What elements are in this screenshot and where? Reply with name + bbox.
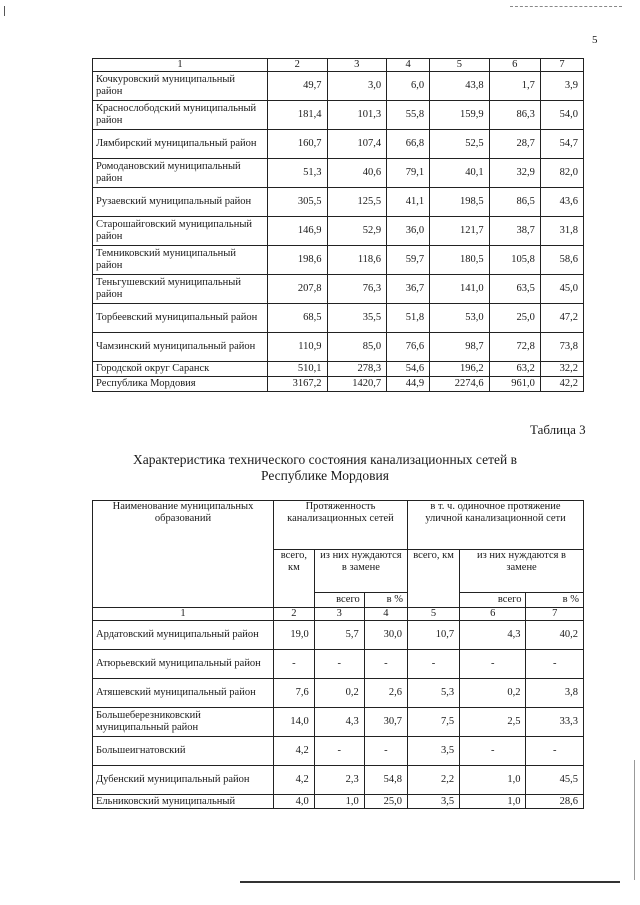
district-name: Кочкуровский муниципальный район — [93, 72, 268, 101]
cell-value: 59,7 — [387, 246, 430, 275]
district-name: Атяшевский муниципальный район — [93, 679, 274, 708]
table-row — [93, 72, 584, 101]
district-name: Республика Мордовия — [93, 377, 268, 392]
column-index: 4 — [364, 608, 407, 621]
header-total-km: всего, км — [274, 550, 315, 608]
scan-artifact-right — [634, 760, 635, 880]
cell-value: - — [526, 737, 584, 766]
cell-value: 86,5 — [489, 188, 540, 217]
cell-value: 1,7 — [489, 72, 540, 101]
cell-value: - — [314, 650, 364, 679]
cell-value: 44,9 — [387, 377, 430, 392]
cell-value: 98,7 — [430, 333, 490, 362]
cell-value: 7,6 — [274, 679, 315, 708]
table-row — [93, 377, 584, 392]
cell-value: 58,6 — [540, 246, 583, 275]
cell-value: 43,8 — [430, 72, 490, 101]
scan-artifact-bottom — [240, 881, 620, 883]
column-index: 3 — [314, 608, 364, 621]
cell-value: 4,0 — [274, 795, 315, 809]
cell-value: 198,6 — [268, 246, 328, 275]
column-index: 4 — [387, 59, 430, 72]
cell-value: 207,8 — [268, 275, 328, 304]
table-caption: Таблица 3 — [530, 422, 586, 437]
cell-value: 42,2 — [540, 377, 583, 392]
cell-value: 2,5 — [460, 708, 526, 737]
district-name: Чамзинский муниципальный район — [93, 333, 268, 362]
column-index-row — [93, 59, 584, 72]
table-row — [93, 708, 584, 737]
column-index: 6 — [460, 608, 526, 621]
district-name: Старошайговский муниципальный район — [93, 217, 268, 246]
cell-value: 1420,7 — [327, 377, 387, 392]
cell-value: 4,2 — [274, 766, 315, 795]
cell-value: 180,5 — [430, 246, 490, 275]
cell-value: 79,1 — [387, 159, 430, 188]
table-row — [93, 333, 584, 362]
cell-value: 141,0 — [430, 275, 490, 304]
scan-edge-mark — [4, 6, 5, 16]
cell-value: 14,0 — [274, 708, 315, 737]
cell-value: 30,0 — [364, 621, 407, 650]
table-row — [93, 737, 584, 766]
table-row — [93, 275, 584, 304]
table-row — [93, 246, 584, 275]
table-row — [93, 101, 584, 130]
cell-value: 118,6 — [327, 246, 387, 275]
column-index: 5 — [430, 59, 490, 72]
district-name: Большеигнатовский — [93, 737, 274, 766]
cell-value: 63,2 — [489, 362, 540, 377]
table-row — [93, 362, 584, 377]
cell-value: 196,2 — [430, 362, 490, 377]
column-index: 6 — [489, 59, 540, 72]
sewer-network-table — [92, 500, 584, 809]
table-row — [93, 130, 584, 159]
cell-value: 40,1 — [430, 159, 490, 188]
cell-value: 54,0 — [540, 101, 583, 130]
cell-value: 101,3 — [327, 101, 387, 130]
table-row — [93, 159, 584, 188]
cell-value: 25,0 — [489, 304, 540, 333]
cell-value: 25,0 — [364, 795, 407, 809]
table-row — [93, 650, 584, 679]
cell-value: 32,2 — [540, 362, 583, 377]
district-name: Ардатовский муниципальный район — [93, 621, 274, 650]
cell-value: 105,8 — [489, 246, 540, 275]
cell-value: 43,6 — [540, 188, 583, 217]
table-row — [93, 621, 584, 650]
table-row — [93, 188, 584, 217]
district-name: Теньгушевский муниципальный район — [93, 275, 268, 304]
cell-value: 36,7 — [387, 275, 430, 304]
column-index: 2 — [274, 608, 315, 621]
district-name: Ельниковский муниципальный — [93, 795, 274, 809]
scan-artifact-top — [510, 6, 622, 8]
cell-value: 3,9 — [540, 72, 583, 101]
column-index: 7 — [540, 59, 583, 72]
cell-value: - — [364, 737, 407, 766]
cell-value: 33,3 — [526, 708, 584, 737]
district-name: Темниковский муниципальный район — [93, 246, 268, 275]
cell-value: 72,8 — [489, 333, 540, 362]
cell-value: 66,8 — [387, 130, 430, 159]
cell-value: 510,1 — [268, 362, 328, 377]
column-index: 2 — [268, 59, 328, 72]
district-name: Краснослободский муниципальный район — [93, 101, 268, 130]
table-row — [93, 304, 584, 333]
cell-value: 961,0 — [489, 377, 540, 392]
cell-value: 36,0 — [387, 217, 430, 246]
cell-value: 198,5 — [430, 188, 490, 217]
cell-value: 85,0 — [327, 333, 387, 362]
header-percent-2: в % — [526, 593, 584, 608]
header-need-replacement-2: из них нуждаются в замене — [460, 550, 584, 593]
cell-value: 125,5 — [327, 188, 387, 217]
table-row — [93, 217, 584, 246]
cell-value: 160,7 — [268, 130, 328, 159]
table-row — [93, 795, 584, 809]
cell-value: - — [407, 650, 459, 679]
cell-value: 28,6 — [526, 795, 584, 809]
cell-value: 41,1 — [387, 188, 430, 217]
column-index: 5 — [407, 608, 459, 621]
cell-value: 35,5 — [327, 304, 387, 333]
cell-value: 54,6 — [387, 362, 430, 377]
cell-value: 2,2 — [407, 766, 459, 795]
cell-value: 49,7 — [268, 72, 328, 101]
cell-value: 107,4 — [327, 130, 387, 159]
cell-value: 68,5 — [268, 304, 328, 333]
table-heading: Характеристика технического состояния канализационных сетей в Республике Мордовия — [133, 452, 517, 483]
cell-value: 19,0 — [274, 621, 315, 650]
cell-value: 181,4 — [268, 101, 328, 130]
column-index: 7 — [526, 608, 584, 621]
cell-value: 10,7 — [407, 621, 459, 650]
cell-value: 2274,6 — [430, 377, 490, 392]
cell-value: 5,3 — [407, 679, 459, 708]
cell-value: - — [364, 650, 407, 679]
cell-value: 38,7 — [489, 217, 540, 246]
header-total-km-2: всего, км — [407, 550, 459, 608]
district-name: Лямбирский муниципальный район — [93, 130, 268, 159]
cell-value: 54,8 — [364, 766, 407, 795]
cell-value: 32,9 — [489, 159, 540, 188]
cell-value: 76,3 — [327, 275, 387, 304]
cell-value: 4,3 — [314, 708, 364, 737]
cell-value: - — [314, 737, 364, 766]
column-index: 1 — [93, 59, 268, 72]
cell-value: - — [526, 650, 584, 679]
cell-value: 2,6 — [364, 679, 407, 708]
cell-value: 51,8 — [387, 304, 430, 333]
district-name: Городской округ Саранск — [93, 362, 268, 377]
cell-value: 3,5 — [407, 737, 459, 766]
district-name: Большеберезниковский муниципальный район — [93, 708, 274, 737]
cell-value: 86,3 — [489, 101, 540, 130]
cell-value: 53,0 — [430, 304, 490, 333]
cell-value: 63,5 — [489, 275, 540, 304]
cell-value: 3167,2 — [268, 377, 328, 392]
cell-value: 6,0 — [387, 72, 430, 101]
cell-value: 5,7 — [314, 621, 364, 650]
cell-value: 82,0 — [540, 159, 583, 188]
cell-value: 54,7 — [540, 130, 583, 159]
cell-value: 52,9 — [327, 217, 387, 246]
cell-value: 159,9 — [430, 101, 490, 130]
cell-value: 73,8 — [540, 333, 583, 362]
header-percent: в % — [364, 593, 407, 608]
header-municipality: Наименование муниципальных образований — [93, 501, 274, 608]
header-all-2: всего — [460, 593, 526, 608]
cell-value: 3,5 — [407, 795, 459, 809]
cell-value: 30,7 — [364, 708, 407, 737]
cell-value: 45,0 — [540, 275, 583, 304]
cell-value: 52,5 — [430, 130, 490, 159]
header-network-length: Протяженность канализационных сетей — [274, 501, 408, 550]
cell-value: 146,9 — [268, 217, 328, 246]
district-name: Атюрьевский муниципальный район — [93, 650, 274, 679]
district-name: Ромодановский муниципальный район — [93, 159, 268, 188]
cell-value: 3,8 — [526, 679, 584, 708]
table-row — [93, 766, 584, 795]
cell-value: 76,6 — [387, 333, 430, 362]
cell-value: 2,3 — [314, 766, 364, 795]
cell-value: 305,5 — [268, 188, 328, 217]
page-number: 5 — [592, 34, 598, 46]
cell-value: 4,3 — [460, 621, 526, 650]
column-index-row — [93, 608, 584, 621]
cell-value: 1,0 — [460, 795, 526, 809]
cell-value: 55,8 — [387, 101, 430, 130]
cell-value: 7,5 — [407, 708, 459, 737]
cell-value: - — [274, 650, 315, 679]
cell-value: 3,0 — [327, 72, 387, 101]
cell-value: 28,7 — [489, 130, 540, 159]
cell-value: - — [460, 737, 526, 766]
cell-value: 0,2 — [314, 679, 364, 708]
column-index: 3 — [327, 59, 387, 72]
districts-table-continued — [92, 58, 584, 392]
district-name: Дубенский муниципальный район — [93, 766, 274, 795]
cell-value: 1,0 — [314, 795, 364, 809]
column-index: 1 — [93, 608, 274, 621]
cell-value: 121,7 — [430, 217, 490, 246]
header-need-replacement: из них нуждаются в замене — [314, 550, 407, 593]
cell-value: 31,8 — [540, 217, 583, 246]
district-name: Рузаевский муниципальный район — [93, 188, 268, 217]
table-row — [93, 679, 584, 708]
cell-value: 40,6 — [327, 159, 387, 188]
cell-value: 0,2 — [460, 679, 526, 708]
cell-value: 278,3 — [327, 362, 387, 377]
header-single-length: в т. ч. одиночное протяжение уличной канализационной сети — [407, 501, 583, 550]
cell-value: 47,2 — [540, 304, 583, 333]
cell-value: 40,2 — [526, 621, 584, 650]
cell-value: 51,3 — [268, 159, 328, 188]
cell-value: - — [460, 650, 526, 679]
cell-value: 110,9 — [268, 333, 328, 362]
district-name: Торбеевский муниципальный район — [93, 304, 268, 333]
cell-value: 1,0 — [460, 766, 526, 795]
header-all: всего — [314, 593, 364, 608]
cell-value: 45,5 — [526, 766, 584, 795]
cell-value: 4,2 — [274, 737, 315, 766]
